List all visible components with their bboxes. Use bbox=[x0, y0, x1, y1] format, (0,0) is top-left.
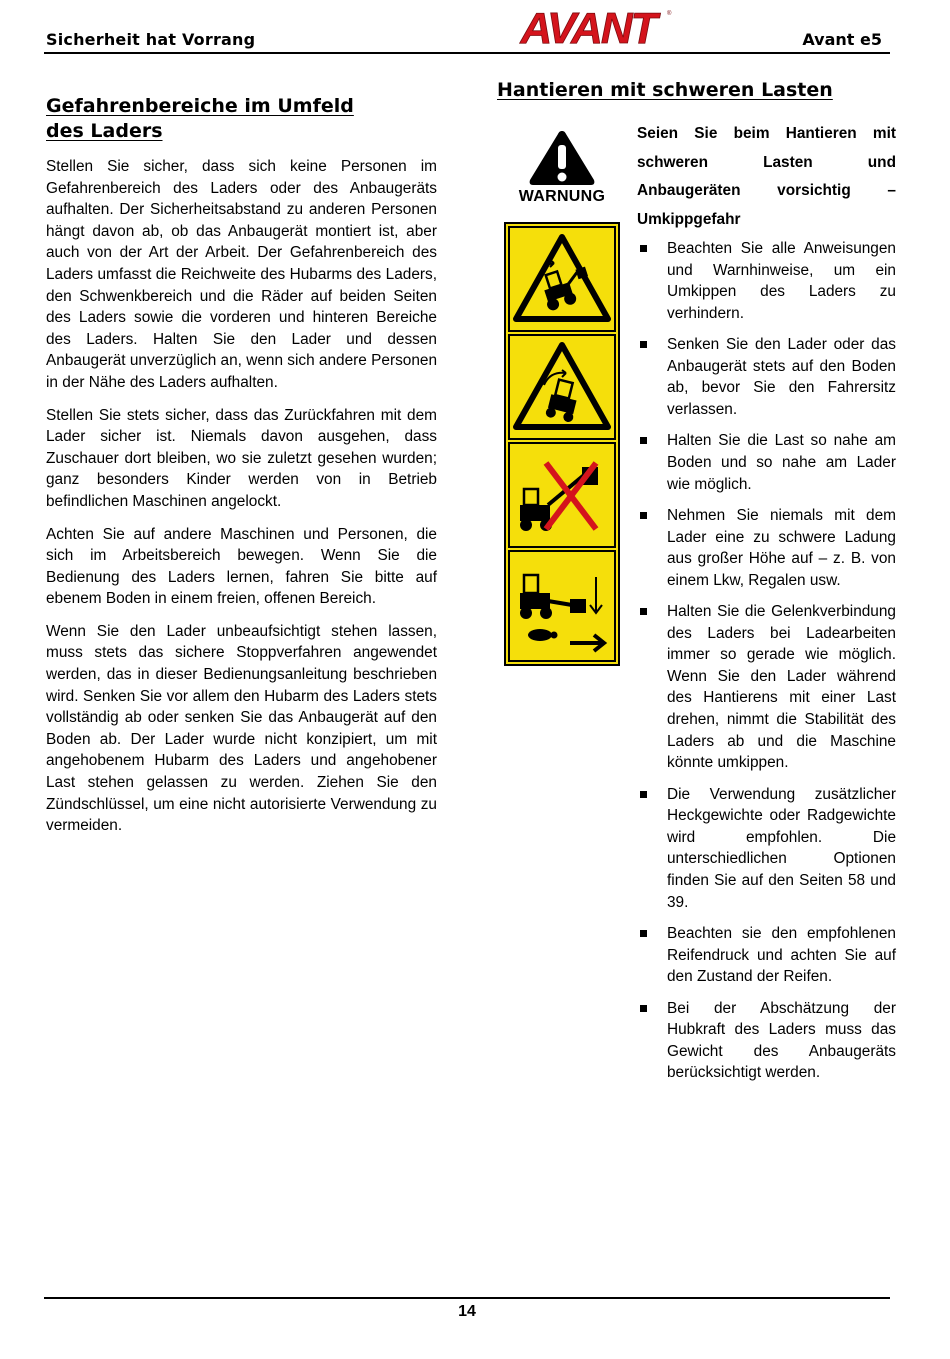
paragraph: Wenn Sie den Lader unbeaufsichtigt stehen lassen, muss stets das sichere Stoppverfahren angewendet werden, das in dieser Bedienungsanleitung beschrieben wird. Senken Sie vor allem den Hubarm des Laders stets vollständig ab oder senken Sie das Anbaugerät auf den Boden ab. Der Lader wurde nicht konzipiert, um mit angehobenem Hubarm des Laders und angehobener Last stehen gelassen zu werden. Ziehen Sie den Zündschlüssel, um eine nicht autorisierte Verwendung zu vermeiden. bbox=[46, 622, 437, 835]
logo-lettering: AVANT bbox=[520, 6, 656, 50]
decal-panel-no-high-lift bbox=[508, 442, 616, 548]
list-item-text: Beachten sie den empfohlenen Reifendruck und achten Sie auf den Zustand der Reifen. bbox=[667, 925, 896, 986]
bullet-square-icon bbox=[640, 608, 647, 615]
decal-panel-low-slow bbox=[508, 550, 616, 662]
list-item bbox=[637, 505, 896, 591]
paragraph: Achten Sie auf andere Maschinen und Personen, die sich im Arbeitsbereich bewegen. Wenn Sie die Bedienung des Laders lernen, fahren Sie bitte auf ebenem Boden in einem freien, offenen Bereich. bbox=[46, 525, 437, 608]
page-number: 14 bbox=[458, 1303, 476, 1320]
section-heading-heavy-loads: Hantieren mit schweren Lasten bbox=[497, 79, 833, 101]
list-item bbox=[637, 334, 896, 420]
registered-mark-icon: ® bbox=[667, 11, 672, 17]
bullet-square-icon bbox=[640, 512, 647, 519]
footer-rule bbox=[44, 1297, 890, 1299]
no-raised-load-icon bbox=[510, 445, 614, 545]
list-item bbox=[637, 923, 896, 988]
list-item bbox=[637, 238, 896, 324]
section-heading-danger-zones: Gefahrenbereiche im Umfeld des Laders bbox=[46, 95, 354, 142]
list-item-text: Halten Sie die Gelenkverbindung des Laders bei Ladearbeiten immer so gerade wie möglich. Wenn Sie den Lader während des Hantierens mit einer Last drehen, nimmt die Stabilität des Laders ab und die Maschine könnte umkippen. bbox=[667, 603, 896, 772]
bullet-square-icon bbox=[640, 245, 647, 252]
list-item-text: Halten Sie die Last so nahe am Boden und so nahe am Lader wie möglich. bbox=[667, 432, 896, 493]
list-item bbox=[637, 601, 896, 774]
right-heading-wrapper bbox=[497, 78, 833, 115]
header-section-title: Sicherheit hat Vorrang bbox=[46, 30, 256, 49]
warning-intro: Seien Sie beim Hantieren mit schweren Lasten und Anbaugeräten vorsichtig – Umkippgefahr bbox=[637, 125, 896, 228]
warning-label: WARNUNG bbox=[518, 188, 606, 205]
bullet-square-icon bbox=[640, 341, 647, 348]
list-item bbox=[637, 784, 896, 914]
warning-decal-block bbox=[504, 128, 620, 666]
bullet-square-icon bbox=[640, 1005, 647, 1012]
rollover-hazard-icon bbox=[510, 231, 614, 327]
warning-triangle-icon bbox=[527, 128, 597, 188]
low-load-slow-speed-icon bbox=[510, 553, 614, 659]
right-column bbox=[637, 120, 896, 1094]
list-item bbox=[637, 430, 896, 495]
list-item-text: Nehmen Sie niemals mit dem Lader eine zu schwere Ladung aus großer Höhe auf – z. B. von einem Lkw, Regalen usw. bbox=[667, 506, 896, 589]
left-column bbox=[46, 94, 437, 848]
list-item-text: Senken Sie den Lader oder das Anbaugerät stets auf den Boden ab, bevor Sie den Fahrersitz verlassen. bbox=[667, 336, 896, 418]
decal-panel-rollover bbox=[508, 226, 616, 332]
list-item-text: Bei der Abschätzung der Hubkraft des Laders muss das Gewicht des Anbaugeräts berücksichtigt werden. bbox=[667, 999, 896, 1082]
bullet-square-icon bbox=[640, 437, 647, 444]
avant-logo bbox=[504, 6, 672, 50]
bullet-square-icon bbox=[640, 791, 647, 798]
paragraph: Stellen Sie stets sicher, dass das Zurückfahren mit dem Lader sicher ist. Niemals davon ausgehen, dass Zuschauer dort bleiben, wo sie zuletzt gesehen wurden; ganz besonders Kinder werden von in Betrieb befindlichen Maschinen angelockt. bbox=[46, 406, 437, 510]
list-item-text: Die Verwendung zusätzlicher Heckgewichte oder Radgewichte wird empfohlen. Die unterschiedlichen Optionen finden Sie auf den Seiten 58 und 39. bbox=[667, 785, 896, 911]
paragraph: Stellen Sie sicher, dass sich keine Personen im Gefahrenbereich des Laders oder des Anbaugeräts aufhalten. Der Sicherheitsabstand zu anderen Personen hängt davon ab, ob das Anbaugerät montiert ist, aber auch von der Art der Arbeit. Der Gefahrenbereich des Laders umfasst die Reichweite des Hubarms des Laders, den Schwenkbereich und die Räder auf beiden Seiten des Laders sowie die vorderen und hinteren Bereiche des Laders. Halten Sie den Lader und dessen Anbaugerät unverzüglich an, wenn sich andere Personen in der Nähe des Laders aufhalten. bbox=[46, 158, 438, 391]
decal-panel-tipping bbox=[508, 334, 616, 440]
header-document-title: Avant e5 bbox=[802, 30, 882, 49]
list-item-text: Beachten Sie alle Anweisungen und Warnhinweise, um ein Umkippen des Laders zu verhindern. bbox=[667, 240, 896, 322]
tipping-hazard-icon bbox=[510, 339, 614, 435]
header-rule bbox=[44, 52, 890, 54]
bullet-square-icon bbox=[640, 930, 647, 937]
list-item bbox=[637, 998, 896, 1084]
safety-bullet-list bbox=[637, 238, 896, 1084]
safety-decal bbox=[504, 222, 620, 666]
